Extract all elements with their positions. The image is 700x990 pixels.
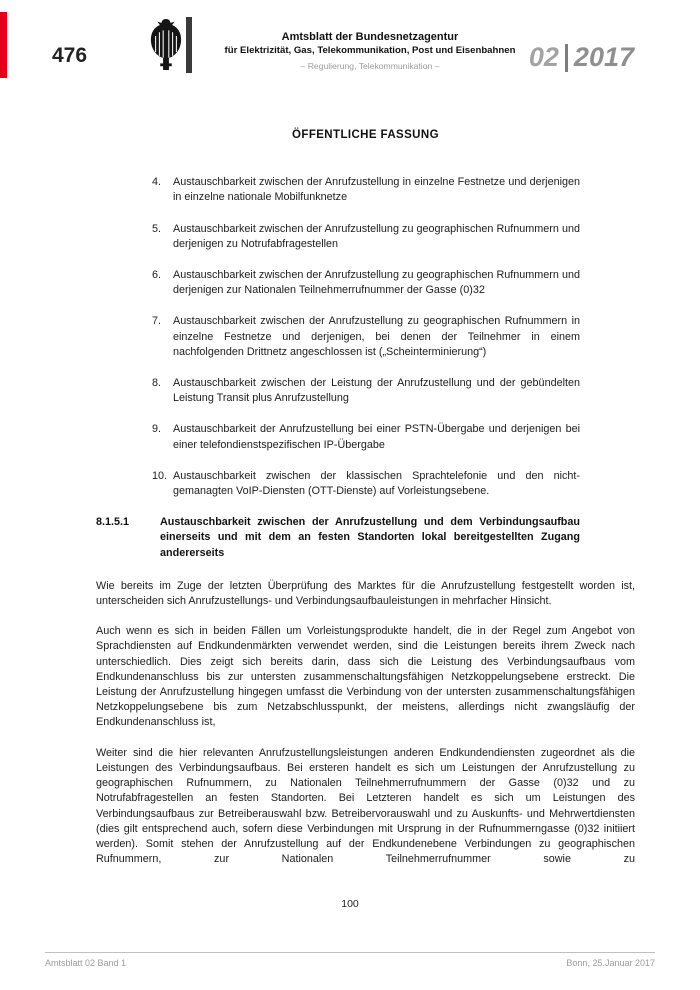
issue-badge: [529, 42, 634, 73]
list-item: [152, 469, 580, 499]
issue-number: 02: [528, 42, 559, 72]
item-number: 6.: [152, 269, 162, 282]
page-number-bottom: 100: [341, 898, 359, 910]
masthead-section-label: – Regulierung, Telekommunikation –: [300, 61, 440, 71]
issue-separator: [565, 44, 568, 72]
item-text: Austauschbarkeit zwischen der Anrufzustellung zu geographischen Rufnummern in einzelne Festnetze und derjenigen, bei denen der Teilnehmer in einem nachfolgenden Drittnetz angeschlossen ist („Scheinterminierung“): [173, 315, 580, 358]
federal-eagle-icon: [149, 16, 183, 73]
section-title: Austauschbarkeit zwischen der Anrufzustellung und dem Verbindungsaufbau einerseits und mit dem an festen Standorten lokal bereitgestellten Zugang andererseits: [160, 516, 580, 559]
item-text: Austauschbarkeit der Anrufzustellung bei einer PSTN-Übergabe und derjenigen bei einer telefondienstspezifischen IP-Übergabe: [173, 423, 580, 451]
list-item: [152, 376, 580, 406]
masthead-subtitle-agencies: für Elektrizität, Gas, Telekommunikation, Post und Eisenbahnen: [224, 45, 516, 56]
masthead-title: Amtsblatt der Bundesnetzagentur: [281, 31, 459, 43]
item-number: 7.: [152, 315, 162, 328]
item-text: Austauschbarkeit zwischen der Leistung der Anrufzustellung und der gebündelten Leistung Transit plus Anrufzustellung: [173, 377, 580, 405]
item-number: 9.: [152, 423, 162, 436]
footer-right: Bonn, 25.Januar 2017: [566, 958, 655, 968]
item-text: Austauschbarkeit zwischen der Anrufzustellung in einzelne Festnetze und derjenigen in einzelne nationale Mobilfunknetze: [173, 176, 580, 204]
public-version-heading: ÖFFENTLICHE FASSUNG: [292, 129, 439, 141]
issue-year: 2017: [573, 42, 634, 72]
document-body: [96, 120, 635, 882]
header-page-number: 476: [52, 44, 88, 67]
list-item: [152, 268, 580, 298]
item-number: 5.: [152, 222, 162, 235]
page-footer: [45, 952, 655, 968]
numbered-list: [96, 175, 635, 499]
section-heading: [96, 515, 580, 561]
masthead: [222, 31, 518, 71]
item-number: 8.: [152, 377, 162, 390]
item-number: 10.: [152, 469, 168, 482]
list-item: [152, 314, 580, 360]
item-text: Austauschbarkeit zwischen der Anrufzustellung zu geographischen Rufnummern und derjenigen zu Notrufabfragestellen: [173, 222, 580, 250]
list-item: [152, 422, 580, 452]
item-number: 4.: [152, 176, 162, 189]
item-text: Austauschbarkeit zwischen der klassischen Sprachtelefonie und den nicht-gemanagten VoIP-Diensten (OTT-Dienste) auf Vorleistungsebene.: [173, 469, 580, 498]
list-item: [152, 175, 580, 205]
paragraph: Weiter sind die hier relevanten Anrufzustellungsleistungen anderen Endkundendiensten zugeordnet als die Leistungen des Verbindungsaufbaus. Bei ersteren handelt es sich um Leistungen der Anrufzustellung zu geographischen Rufnummern, zu Nationalen Teilnehmerrufnummern der Gasse (0)32 und zu Notrufabfragestellen an festen Standorten. Bei Letzteren handelt es sich um Leistungen des Verbindungsaufbaus zur Betreiberauswahl bzw. Betreibervorauswahl und zu Auskunfts- und Mehrwertdiensten (dies gilt entsprechend auch, sofern diese Verbindungen mit Ursprung in der Rufnummerngasse (0)32 initiiert werden). Somit stehen der Anrufzustellung auf der Endkundenebene Verbindungen zu geographischen Rufnummern, zur Nationalen Teilnehmerrufnummer sowie zu: [96, 746, 635, 866]
logo-divider-bar: [186, 17, 192, 73]
red-accent-bar: [0, 12, 7, 78]
paragraph: Wie bereits im Zuge der letzten Überprüfung des Marktes für die Anrufzustellung festgestellt worden ist, unterscheiden sich Anrufzustellungs- und Verbindungsaufbauleistungen in mehrfacher Hinsicht.: [96, 579, 635, 608]
list-item: [152, 222, 580, 252]
footer-left: Amtsblatt 02 Band 1: [45, 958, 127, 968]
item-text: Austauschbarkeit zwischen der Anrufzustellung zu geographischen Rufnummern und derjenigen zur Nationalen Teilnehmerrufnummer der Gasse (0)32: [173, 269, 580, 297]
section-number: 8.1.5.1: [96, 516, 130, 529]
paragraph: Auch wenn es sich in beiden Fällen um Vorleistungsprodukte handelt, die in der Regel zum Angebot von Sprachdiensten auf Endkundenmärkten verwendet werden, sind die Leistungen bereits ihrem Zweck nach unterschiedlich. Dies zeigt sich bereits darin, dass sich die Leistung des Verbindungsaufbaus vom Endkundenanschluss bis zur untersten zusammenschaltungsfähigen Netzkoppelungsebene erstreckt. Die Leistung der Anrufzustellung hingegen umfasst die Verbindung von der untersten zusammenschaltungsfähigen Netzkoppelungsebene bis zum Netzabschlusspunkt, der meistens, allerdings nicht zwangsläufig der Endkundenanschluss ist,: [96, 625, 635, 729]
